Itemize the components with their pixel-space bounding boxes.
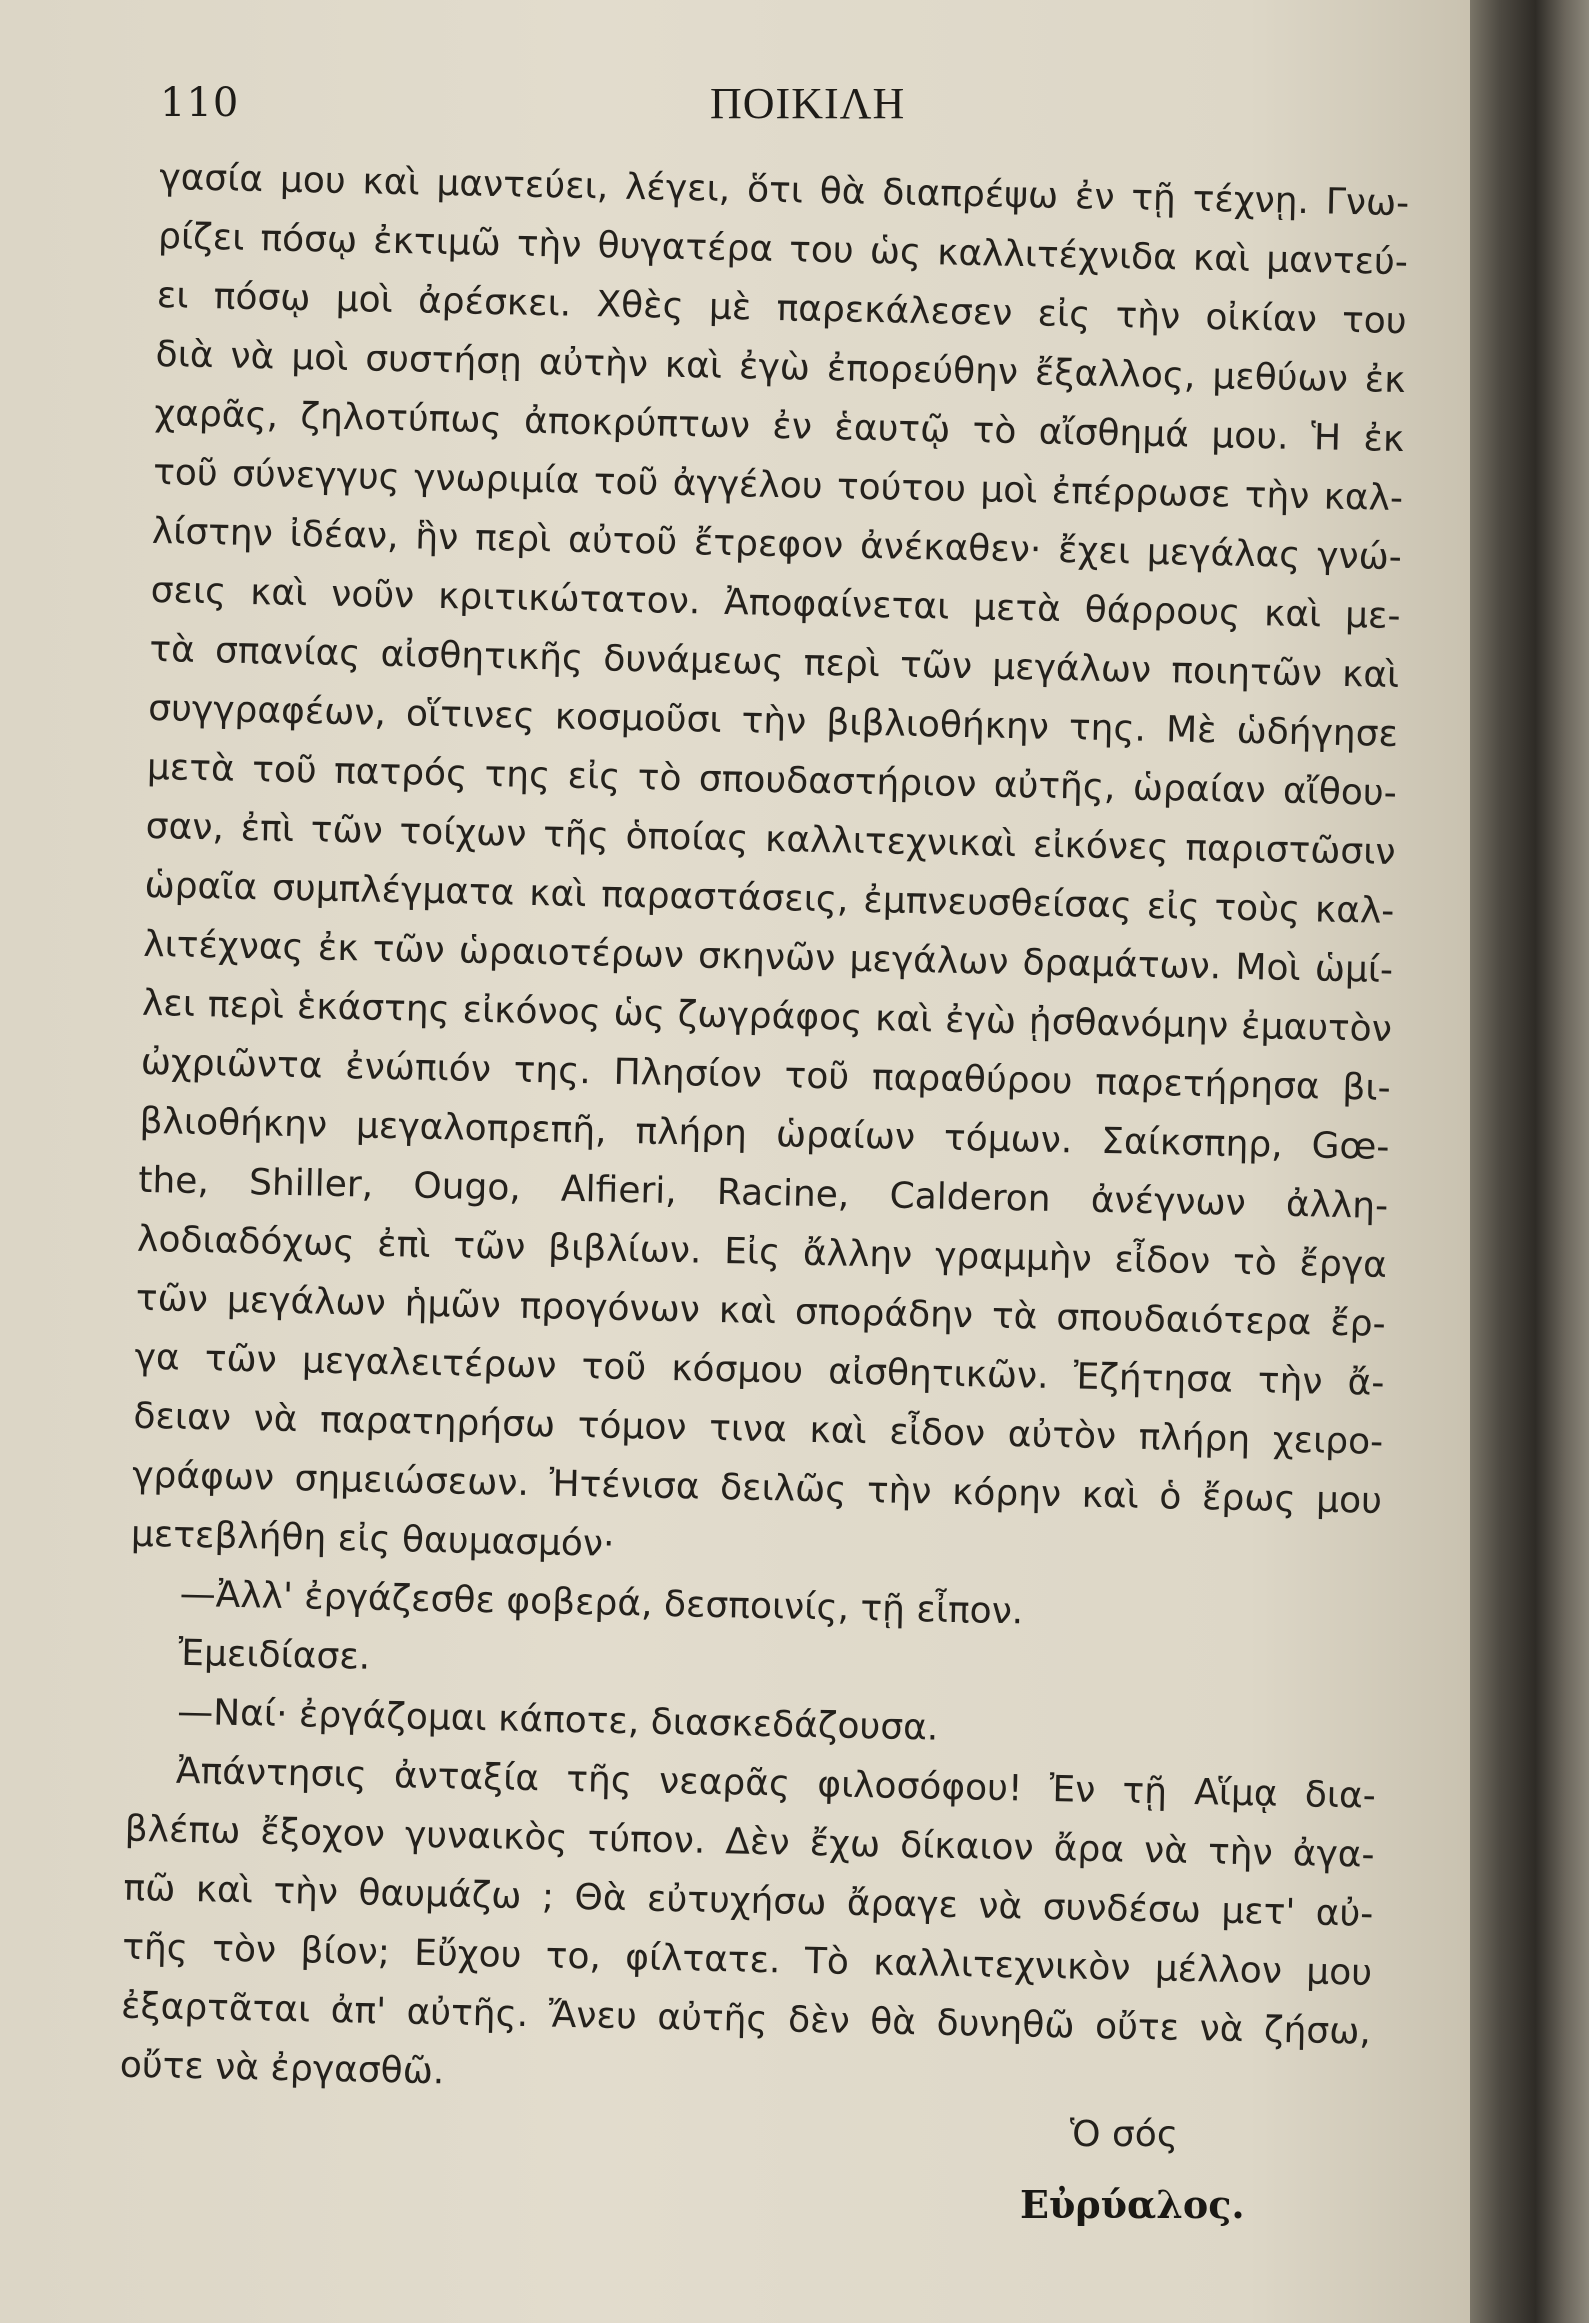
text-line: τοῦ σύνεγγυς γνωριμία τοῦ ἀγγέλου τούτου μοὶ ἐπέρρωσε τὴν καλ- xyxy=(152,451,1404,520)
text-line: ει πόσῳ μοὶ ἀρέσκει. Χθὲς μὲ παρεκάλεσεν εἰς τὴν οἰκίαν του xyxy=(156,274,1408,343)
text-line: λίστην ἰδέαν, ἣν περὶ αὐτοῦ ἔτρεφον ἀνέκαθεν· ἔχει μεγάλας γνώ- xyxy=(151,510,1403,579)
dialogue-line: Ἐμειδίασε. xyxy=(178,1632,371,1678)
text-line: ἐξαρτᾶται ἀπ' αὐτῆς. Ἄνευ αὐτῆς δὲν θὰ δυνηθῶ οὔτε νὰ ζήσω, xyxy=(120,1985,1372,2053)
book-gutter xyxy=(1470,0,1589,2323)
dialogue-line: —Ἀλλ' ἐργάζεσθε φοβερά, δεσποινίς, τῇ εἶπον. xyxy=(179,1573,1024,1633)
text-line: ὡραῖα συμπλέγματα καὶ παραστάσεις, ἐμπνευσθείσας εἰς τοὺς καλ- xyxy=(144,864,1395,933)
text-line: δειαν νὰ παρατηρήσω τόμον τινα καὶ εἶδον αὐτὸν πλήρη χειρο- xyxy=(133,1395,1384,1463)
text-line: χαρᾶς, ζηλοτύπως ἀποκρύπτων ἐν ἑαυτῷ τὸ αἴσθημά μου. Ἡ ἐκ xyxy=(154,392,1405,461)
text-line: συγγραφέων, οἵτινες κοσμοῦσι τὴν βιβλιοθήκην της. Μὲ ὡδήγησε xyxy=(147,687,1399,756)
running-head xyxy=(160,70,1360,140)
text-line: μετὰ τοῦ πατρός της εἰς τὸ σπουδαστήριον αὐτῆς, ὡραίαν αἴθου- xyxy=(146,746,1398,815)
text-line: διὰ νὰ μοὶ συστήσῃ αὐτὴν καὶ ἐγὼ ἐπορεύθην ἔξαλλος, μεθύων ἐκ xyxy=(155,333,1406,402)
text-line: σεις καὶ νοῦν κριτικώτατον. Ἀποφαίνεται μετὰ θάρρους καὶ με- xyxy=(150,569,1401,638)
text-line: λιτέχνας ἐκ τῶν ὡραιοτέρων σκηνῶν μεγάλων δραμάτων. Μοὶ ὡμί- xyxy=(142,923,1394,991)
signature-closing: Ὁ σός xyxy=(1070,2114,1178,2155)
signature-name: Εὐρύαλος. xyxy=(1020,2182,1245,2227)
body-text xyxy=(119,148,1410,2121)
text-line: τῆς τὸν βίον; Εὔχου το, φίλτατε. Τὸ καλλιτεχνικὸν μέλλον μου xyxy=(121,1926,1373,1994)
text-line: πῶ καὶ τὴν θαυμάζω ; Θὰ εὐτυχήσω ἄραγε νὰ συνδέσω μετ' αὐ- xyxy=(123,1867,1374,1935)
signature-block xyxy=(1020,2100,1360,2240)
section-title: ΠΟΙΚΙΛΗ xyxy=(710,79,906,128)
text-line: οὔτε νὰ ἐργασθῶ. xyxy=(119,2044,445,2093)
text-line: βλιοθήκην μεγαλοπρεπῆ, πλήρη ὡραίων τόμων. Σαίκσπηρ, Gœ- xyxy=(139,1100,1390,1168)
text-line: τῶν μεγάλων ἡμῶν προγόνων καὶ σποράδην τὰ σπουδαιότερα ἔρ- xyxy=(135,1277,1387,1345)
text-line: σαν, ἐπὶ τῶν τοίχων τῆς ὁποίας καλλιτεχνικαὶ εἰκόνες παριστῶσιν xyxy=(145,805,1396,874)
text-line: γασία μου καὶ μαντεύει, λέγει, ὅτι θὰ διαπρέψω ἐν τῇ τέχνῃ. Γνω- xyxy=(158,156,1410,225)
text-line: λει περὶ ἑκάστης εἰκόνος ὡς ζωγράφος καὶ ἐγὼ ᾐσθανόμην ἐμαυτὸν xyxy=(141,982,1393,1050)
page-number: 110 xyxy=(160,80,240,126)
text-line: γα τῶν μεγαλειτέρων τοῦ κόσμου αἰσθητικῶν. Ἐζήτησα τὴν ἄ- xyxy=(134,1336,1385,1404)
text-line: βλέπω ἔξοχον γυναικὸς τύπον. Δὲν ἔχω δίκαιον ἄρα νὰ τὴν ἀγα- xyxy=(124,1808,1375,1876)
text-line: λοδιαδόχως ἐπὶ τῶν βιβλίων. Εἰς ἄλλην γραμμὴν εἶδον τὸ ἔργα xyxy=(136,1218,1388,1286)
text-line: τὰ σπανίας αἰσθητικῆς δυνάμεως περὶ τῶν μεγάλων ποιητῶν καὶ xyxy=(149,628,1400,697)
text-line: the, Shiller, Ougo, Alfieri, Racine, Calderon ἀνέγνων ἀλλη- xyxy=(137,1159,1389,1227)
text-line: γράφων σημειώσεων. Ἠτένισα δειλῶς τὴν κόρην καὶ ὁ ἔρως μου xyxy=(131,1454,1383,1522)
text-line: ρίζει πόσῳ ἐκτιμῶ τὴν θυγατέρα του ὡς καλλιτέχνιδα καὶ μαντεύ- xyxy=(157,215,1409,284)
text-line: ὠχριῶντα ἐνώπιόν της. Πλησίον τοῦ παραθύρου παρετήρησα βι- xyxy=(140,1041,1392,1109)
dialogue-line: —Ναί· ἐργάζομαι κάποτε, διασκεδάζουσα. xyxy=(176,1691,939,1749)
text-line: Ἀπάντησις ἀνταξία τῆς νεαρᾶς φιλοσόφου! Ἐν τῇ Αἵμᾳ δια- xyxy=(175,1750,1377,1817)
text-line: μετεβλήθη εἰς θαυμασμόν· xyxy=(130,1513,615,1565)
